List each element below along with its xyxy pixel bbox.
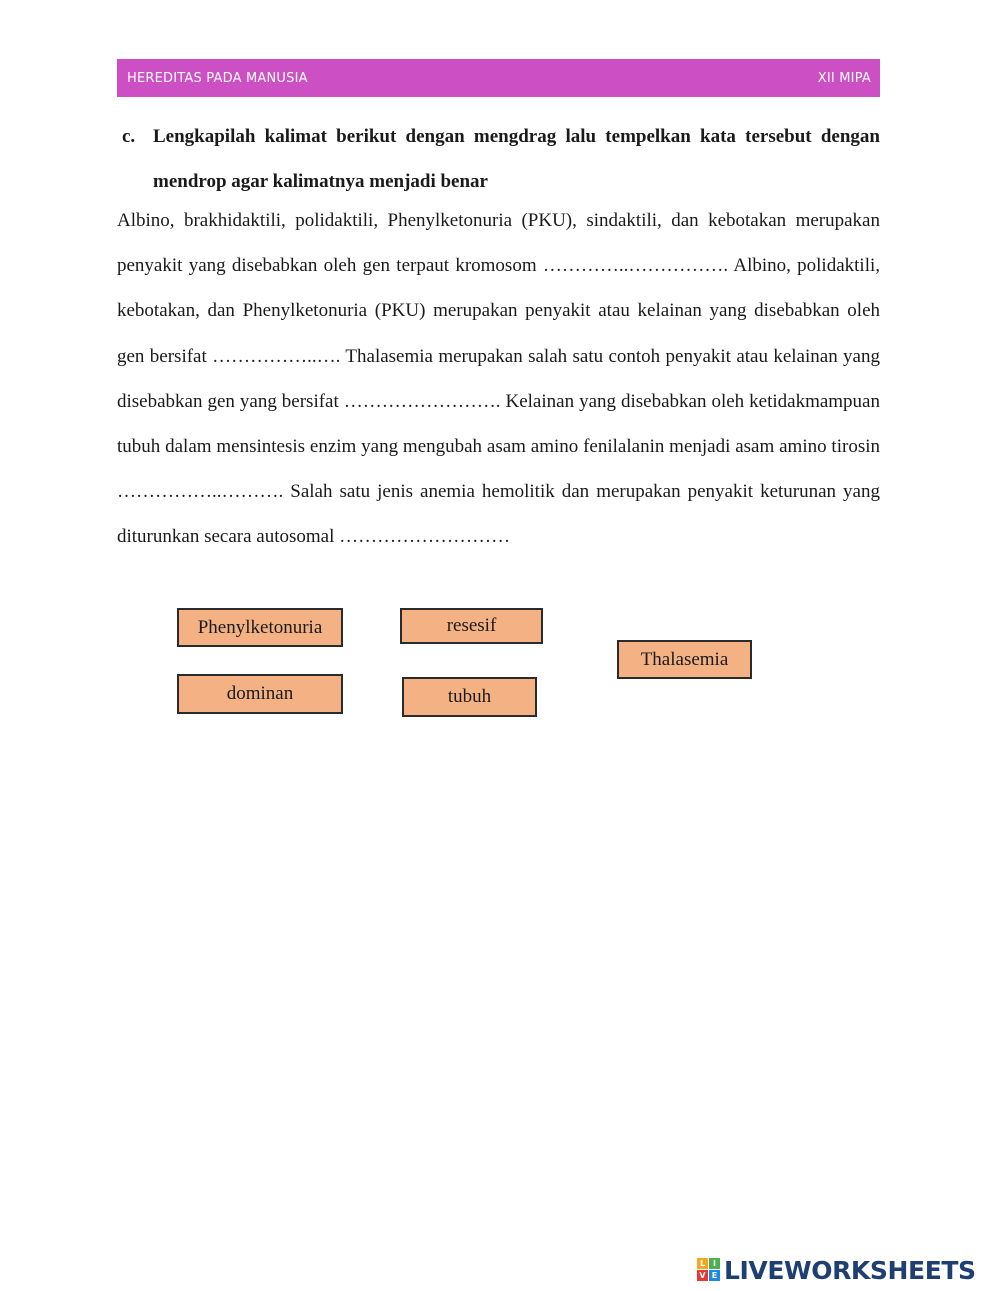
drag-word-phenylketonuria[interactable]: Phenylketonuria <box>177 608 343 647</box>
page-header <box>117 59 880 97</box>
logo-text: LIVEWORKSHEETS <box>724 1255 976 1285</box>
drag-word-resesif[interactable]: resesif <box>400 608 543 644</box>
logo-mark-v: V <box>697 1270 708 1281</box>
liveworksheets-logo-icon <box>697 1258 721 1282</box>
instruction <box>117 114 880 204</box>
logo-mark-i: I <box>709 1258 720 1269</box>
drag-word-tubuh[interactable]: tubuh <box>402 677 537 717</box>
drag-word-dominan[interactable]: dominan <box>177 674 343 714</box>
fill-in-paragraph: Albino, brakhidaktili, polidaktili, Phenylketonuria (PKU), sindaktili, dan kebotakan merupakan penyakit yang disebabkan oleh gen terpaut kromosom …………..……………. Albino, polidaktili, kebotakan, dan Phenylketonuria (PKU) merupakan penyakit atau kelainan yang disebabkan oleh gen bersifat ……………..…. Thalasemia merupakan salah satu contoh penyakit atau kelainan yang disebabkan gen yang bersifat ……………………. Kelainan yang disebabkan oleh ketidakmampuan tubuh dalam mensintesis enzim yang mengubah asam amino fenilalanin menjadi asam amino tirosin ……………..………. Salah satu jenis anemia hemolitik dan merupakan penyakit keturunan yang diturunkan secara autosomal ……………………… <box>117 210 880 548</box>
logo-mark-l: L <box>697 1258 708 1269</box>
liveworksheets-logo <box>697 1255 976 1285</box>
instruction-marker: c. <box>122 126 136 147</box>
drag-word-thalasemia[interactable]: Thalasemia <box>617 640 752 679</box>
instruction-text: Lengkapilah kalimat berikut dengan mengdrag lalu tempelkan kata tersebut dengan mendrop agar kalimatnya menjadi benar <box>153 126 880 192</box>
header-title: HEREDITAS PADA MANUSIA <box>127 70 308 86</box>
header-class: XII MIPA <box>817 70 871 86</box>
logo-mark-e: E <box>709 1270 720 1281</box>
